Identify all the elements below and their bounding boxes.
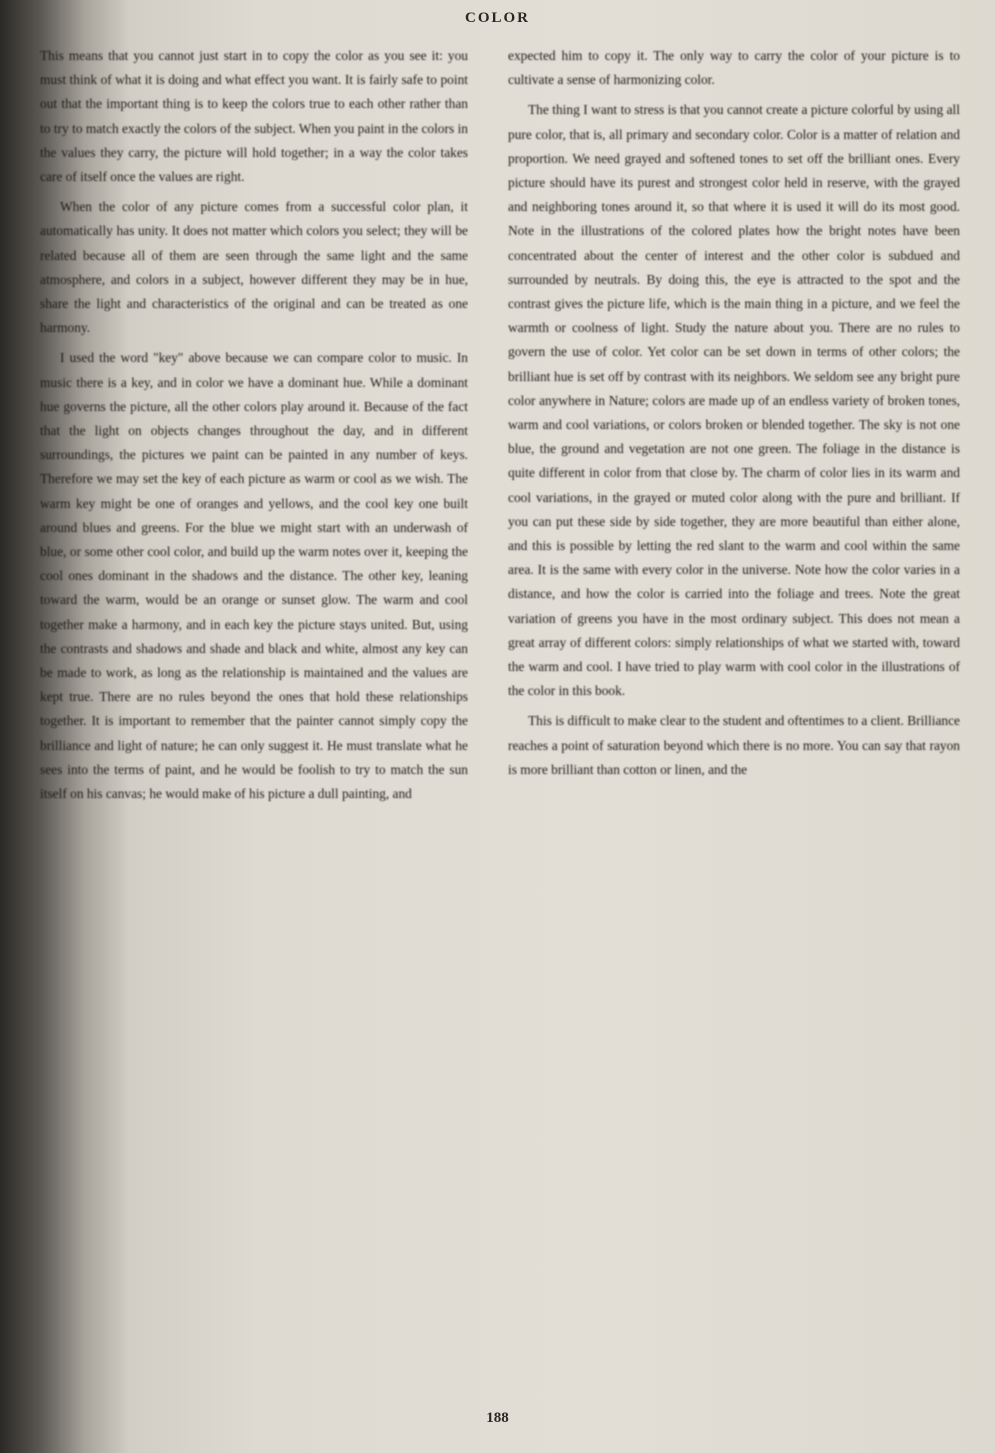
paragraph: When the color of any picture comes from a successful color plan, it automatically has unity. It does not matter which colors you select; they will be related because all of them are seen through the same light and the same atmosphere, and colors in a subject, however different they may be in hue, share the light and characteristics of the original and can be treated as one harmony. xyxy=(40,199,468,336)
running-head: COLOR xyxy=(464,10,530,26)
left-column xyxy=(40,44,468,806)
paragraph: expected him to copy it. The only way to carry the color of your picture is to cultivate a sense of harmonizing color. xyxy=(508,48,960,88)
paragraph: This means that you cannot just start in to copy the color as you see it: you must think of what it is doing and what effect you want. It is fairly safe to point out that the important thing is to keep the colors true to each other rather than to try to match exactly the colors of the subject. When you paint in the colors in the values they carry, the picture will hold together; in a way the color takes care of itself once the values are right. xyxy=(40,48,468,185)
paragraph: I used the word "key" above because we can compare color to music. In music there is a key, and in color we have a dominant hue. While a dominant hue governs the picture, all the other colors play around it. Because of the fact that the light on objects changes throughout the day, and in different surroundings, the pictures we paint can be painted in any number of keys. Therefore we may set the key of each picture as warm or cool as we wish. The warm key might be one of oranges and yellows, and the cool key one built around blues and greens. For the blue we might start with an underwash of blue, or some other cool color, and build up the warm notes over it, keeping the cool ones dominant in the shadows and the distance. The other key, leaning toward the warm, would be an orange or sunset glow. The warm and cool together make a harmony, and in each key the picture stays united. But, using the contrasts and shadows and shade and black and white, almost any key can be made to work, as long as the relationship is maintained and the values are kept true. There are no rules beyond the ones that hold these relationships together. It is important to remember that the painter cannot simply copy the brilliance and light of nature; he can only suggest it. He must translate what he sees into the terms of paint, and he would be foolish to try to match the sun itself on his canvas; he would make of his picture a dull painting, and xyxy=(40,350,468,802)
page-number: 188 xyxy=(486,1410,509,1426)
right-column xyxy=(508,44,960,782)
paragraph: The thing I want to stress is that you cannot create a picture colorful by using all pure color, that is, all primary and secondary color. Color is a matter of relation and proportion. We need grayed and softened tones to set off the brilliant ones. Every picture should have its purest and strongest color held in reserve, with the grayed and neighboring tones around it, so that where it is used it will do its most good. Note in the illustrations of the colored plates how the bright notes have been concentrated about the center of interest and the other color is subdued and surrounded by neutrals. By doing this, the eye is attracted to the spot and the contrast gives the picture life, which is the main thing in a picture, and we feel the warmth or coolness of light. Study the nature about you. There are no rules to govern the use of color. Yet color can be set down in terms of other colors; the brilliant hue is set off by contrast with its neighbors. We seldom see any bright pure color anywhere in Nature; colors are made up of an endless variety of broken tones, warm and cool variations, or colors broken or blended together. The sky is not one blue, the ground and vegetation are not one green. The foliage in the distance is quite different in color from that close by. The charm of color lies in its warm and cool variations, in the grayed or muted color along with the pure and brilliant. If you can put these side by side together, they are more beautiful than either alone, and this is possible by letting the red slant to the warm and cool within the same area. It is the same with every color in the universe. Note how the color varies in a distance, and how the color is carried into the foliage and trees. Note the great variation of greens you have in the most ordinary subject. This does not mean a great array of different colors: simply relationships of what we started with, toward the warm and cool. I have tried to play warm with cool color in the illustrations of the color in this book. xyxy=(508,102,960,699)
paragraph: This is difficult to make clear to the student and oftentimes to a client. Brilliance reaches a point of saturation beyond which there is no more. You can say that rayon is more brilliant than cotton or linen, and the xyxy=(508,713,960,777)
